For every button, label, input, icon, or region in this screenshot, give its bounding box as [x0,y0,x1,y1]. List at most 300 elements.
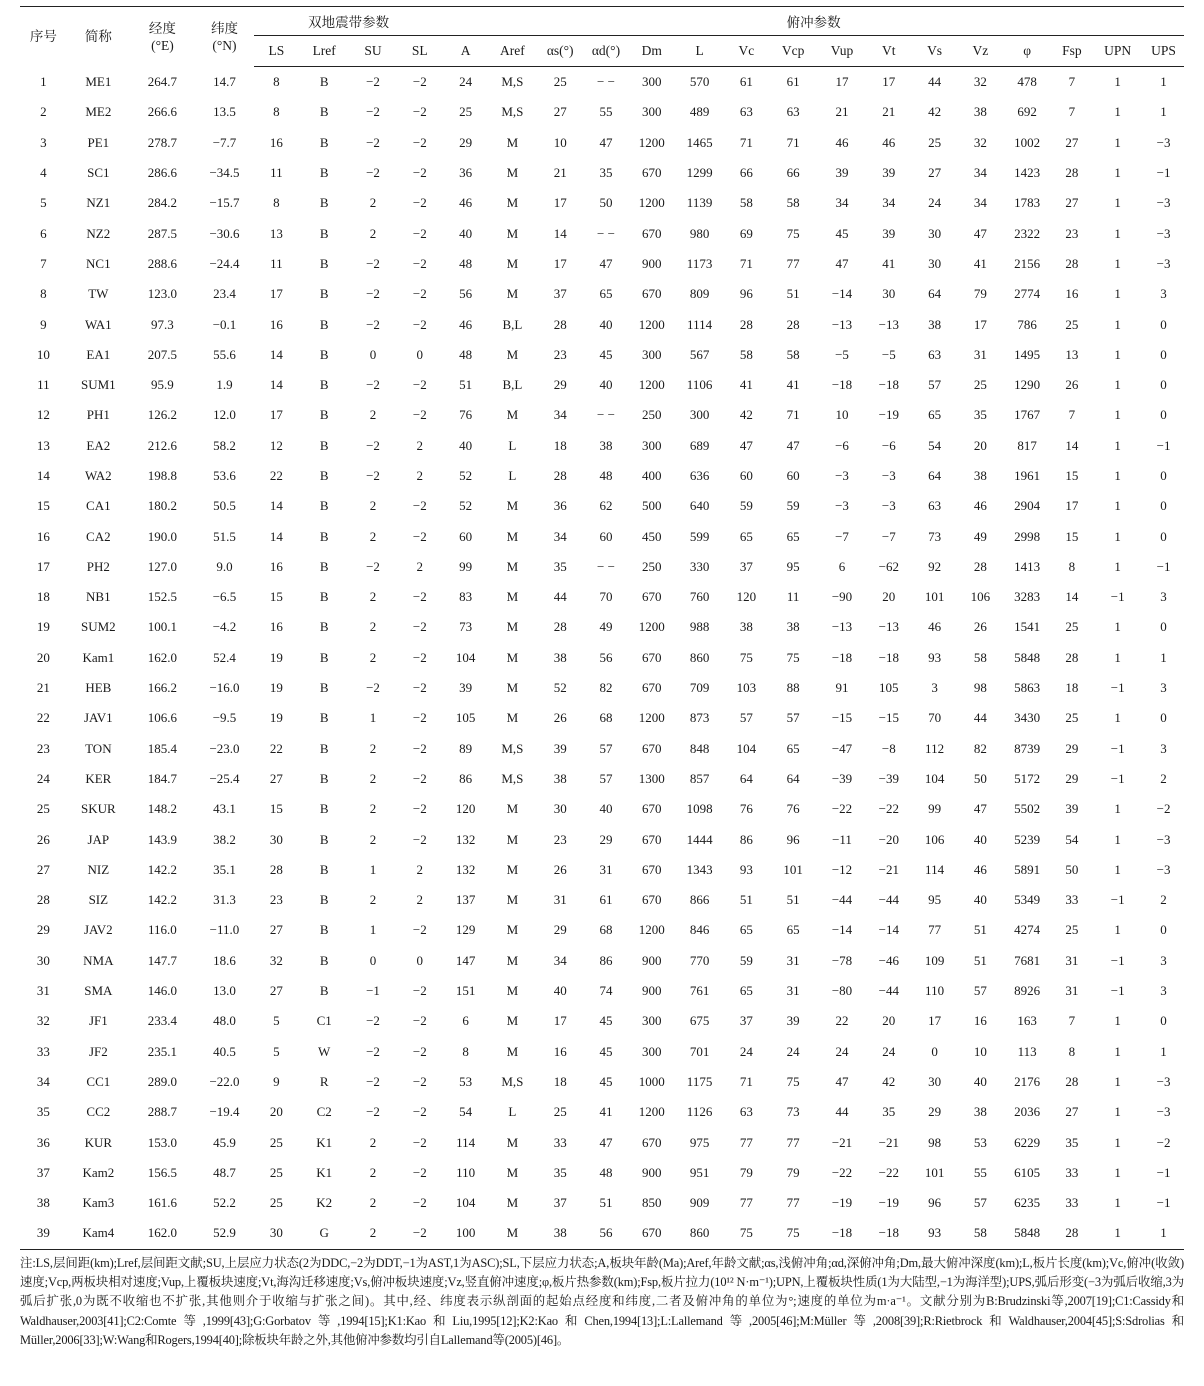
table-cell: 22 [269,468,283,483]
table-cell: 1 [369,922,377,938]
table-cell: SMA [84,983,113,999]
table-cell: 2156 [1014,255,1041,271]
header-lon-label: 经度 [148,20,176,36]
table-cell: K1 [316,1134,333,1150]
table-cell: −1 [1156,165,1171,181]
table-cell: −2 [1156,801,1171,817]
table-cell: 42 [739,407,753,423]
table-cell: 33 [1065,1164,1079,1180]
table-cell: Kam1 [82,649,115,665]
table-cell: 1 [1114,346,1121,362]
table-cell: 38 [553,649,567,665]
table-cell: NIZ [87,861,110,877]
table-cell: 23.4 [213,286,236,302]
table-cell: 7 [40,255,47,271]
table-cell: 41 [599,1104,613,1120]
table-cell: 53.6 [213,468,236,483]
table-cell: 47 [973,225,987,241]
table-cell: SKUR [80,801,116,817]
table-cell: 16 [36,528,50,544]
table-cell: 44 [553,589,567,605]
table-cell: 31 [36,983,50,999]
table-cell: 24 [36,770,50,786]
table-cell: 19 [36,619,50,635]
table-cell: 58 [739,346,753,362]
header-dm: Dm [628,36,675,67]
table-cell: 48 [599,1164,613,1180]
table-cell: 17 [973,316,987,332]
table-cell: −12 [831,861,853,877]
table-cell: 17 [882,74,896,90]
table-cell: 1 [1114,1225,1121,1241]
table-cell: 1 [369,861,377,877]
table-cell: B [319,619,329,635]
table-cell: 11 [37,377,50,393]
table-cell: 46 [973,498,987,514]
table-row [20,67,1184,98]
table-cell: 860 [689,649,710,665]
table-cell: 24 [882,1043,896,1059]
table-cell: 1 [1114,74,1121,90]
table-cell: −2 [366,437,380,453]
table-row [20,703,1184,733]
table-cell: CA1 [86,498,111,514]
table-cell: 2 [369,498,377,514]
table-cell: 95 [928,892,942,908]
table-cell: 64 [928,468,942,483]
table-cell: 288.7 [147,1104,178,1120]
table-cell: 25 [1065,710,1079,726]
table-cell: 38 [973,104,987,120]
table-cell: K2 [316,1195,333,1211]
table-cell: −7 [881,528,896,544]
table-cell: 5 [273,1013,280,1029]
table-cell: 8 [462,1043,469,1059]
table-cell: 21 [882,104,896,120]
table-cell: 13 [269,225,283,241]
table-cell: 1114 [687,316,713,332]
table-cell: 23 [269,892,283,908]
table-cell: 184.7 [147,770,178,786]
table-cell: 61 [739,74,753,90]
table-cell: 709 [689,680,710,696]
table-cell: −2 [412,801,427,817]
table-cell: 39 [553,740,567,756]
table-cell: 1 [1114,1134,1121,1150]
table-cell: M [506,498,519,514]
table-cell: 3 [40,134,47,150]
table-cell: JAV1 [84,710,113,726]
table-cell: 1200 [638,922,665,938]
table-cell: 17 [553,195,567,211]
table-cell: −47 [831,740,853,756]
table-cell: 2 [416,468,424,483]
table-cell: 5172 [1014,770,1041,786]
table-cell: 300 [642,1013,662,1029]
table-cell: 2 [369,649,377,665]
table-cell: 1495 [1014,346,1041,362]
table-cell: 489 [689,104,710,120]
table-cell: −44 [831,892,853,908]
table-cell: 71 [739,1073,753,1089]
table-row [20,855,1184,885]
table-cell: 2904 [1014,498,1041,514]
table-cell: 51 [786,286,800,302]
table-cell: B [319,437,329,453]
table-cell: 110 [456,1164,476,1180]
table-cell: −13 [878,619,899,635]
table-cell: 4 [40,165,47,181]
table-cell: 640 [689,498,710,514]
table-cell: 77 [928,922,942,938]
table-cell: 8739 [1014,740,1041,756]
table-cell: −22.0 [209,1073,240,1089]
table-cell: C1 [316,1013,332,1029]
table-cell: 129 [455,922,476,938]
table-cell: 14 [553,225,567,241]
table-cell: 670 [642,1134,662,1150]
table-cell: −2 [366,1073,380,1089]
table-cell: 2 [369,528,377,544]
table-cell: 42 [928,104,942,120]
table-row [20,461,1184,491]
table-cell: 93 [928,649,942,665]
table-cell: M [506,255,519,271]
table-cell: −9.5 [212,710,237,726]
table-cell: 37 [739,1013,753,1029]
table-cell: 7 [1068,407,1076,423]
table-cell: 1.9 [216,377,233,393]
table-cell: 57 [599,740,613,756]
table-cell: 71 [739,255,753,271]
table-cell: −15 [831,710,853,726]
table-cell: M [506,407,519,423]
table-cell: 1 [1114,619,1121,635]
table-cell: 156.5 [147,1164,178,1180]
table-cell: 1423 [1014,165,1041,181]
table-cell: 27 [553,104,567,120]
table-cell: PE1 [87,134,110,150]
table-cell: M [506,1164,519,1180]
table-cell: SUM1 [80,377,116,393]
table-cell: 6105 [1014,1164,1041,1180]
table-cell: 233.4 [147,1013,178,1029]
table-cell: 873 [689,710,710,726]
table-cell: 900 [642,255,662,271]
table-cell: 50.5 [213,498,236,514]
table-cell: M [506,680,519,696]
table-cell: 0 [369,952,377,968]
table-cell: 104 [455,1195,476,1211]
table-cell: 63 [928,498,942,514]
table-cell: 40 [973,892,987,908]
table-cell: −1 [1110,983,1125,999]
table-cell: 1 [1114,498,1121,514]
table-cell: 39 [882,225,896,241]
table-cell: M [506,619,519,635]
table-cell: −4.2 [212,619,237,635]
table-cell: 31 [1065,983,1079,999]
table-cell: 15 [269,801,283,817]
table-cell: 25 [459,104,473,120]
table-cell: 17 [928,1013,942,1029]
table-cell: 2 [416,558,424,574]
table-cell: 116.0 [148,922,177,938]
table-cell: 7 [1068,104,1076,120]
table-cell: −3 [881,468,896,483]
table-cell: 57 [973,1195,987,1211]
table-cell: 670 [642,165,662,181]
table-cell: 34 [882,195,896,211]
table-cell: 29 [459,134,473,150]
table-cell: B [319,649,329,665]
table-cell: 71 [786,134,800,150]
table-cell: 114 [925,861,945,877]
table-cell: 28 [36,892,50,908]
table-cell: −18 [831,649,853,665]
table-cell: 47 [786,437,800,453]
table-cell: 14 [1065,589,1079,605]
table-cell: −2 [366,74,380,90]
table-cell: 30 [553,801,567,817]
table-cell: CA2 [86,528,111,544]
table-cell: 45 [835,225,849,241]
table-cell: 47 [835,255,849,271]
table-cell: 18 [553,1073,567,1089]
table-row [20,188,1184,218]
table-cell: −2 [412,710,427,726]
table-cell: 53 [459,1073,473,1089]
table-cell: 2 [369,225,377,241]
table-cell: 55 [973,1164,987,1180]
table-cell: 51.5 [213,528,236,544]
table-cell: 32 [36,1013,50,1029]
header-lat-label: 纬度 [210,20,238,36]
table-row [20,521,1184,551]
table-cell: −3 [1156,225,1171,241]
table-cell: 146.0 [147,983,178,999]
table-cell: 450 [642,528,662,544]
table-cell: 100.1 [147,619,178,635]
table-cell: B [319,770,329,786]
table-cell: 988 [689,619,710,635]
table-cell: 670 [642,801,662,817]
table-cell: 0 [1160,377,1167,393]
table-cell: 14 [269,377,283,393]
table-cell: 76 [786,801,800,817]
table-row [20,309,1184,339]
table-cell: 88 [786,680,800,696]
table-cell: −30.6 [209,225,240,241]
table-cell: 20 [882,589,896,605]
table-cell: M [506,528,519,544]
table-row [20,946,1184,976]
table-cell: 113 [1017,1043,1037,1059]
table-cell: 670 [642,649,662,665]
header-alpha-d: αd(°) [584,36,629,67]
table-cell: 288.6 [147,255,178,271]
table-cell: 25 [973,377,987,393]
table-cell: 1 [1114,1043,1121,1059]
table-cell: 48 [459,346,473,362]
table-cell: 5349 [1014,892,1041,908]
table-cell: 16 [269,558,283,574]
table-cell: 104 [924,770,945,786]
table-cell: 1767 [1014,407,1041,423]
table-cell: 27 [269,983,283,999]
table-cell: 24 [786,1043,800,1059]
table-cell: −13 [831,316,853,332]
table-cell: JAV2 [84,922,113,938]
table-cell: 300 [642,1043,662,1059]
table-cell: 5848 [1014,1225,1041,1241]
table-cell: 761 [689,983,710,999]
table-cell: 31 [599,861,613,877]
table-cell: 52 [459,468,473,483]
table-cell: 235.1 [147,1043,178,1059]
table-cell: 77 [739,1134,753,1150]
table-cell: 34 [553,952,567,968]
table-cell: −2 [412,1043,427,1059]
table-row [20,915,1184,945]
table-cell: 8 [40,286,47,302]
table-row [20,218,1184,248]
table-cell: 60 [739,468,753,483]
table-row [20,764,1184,794]
table-cell: 7 [1068,74,1076,90]
header-abbr: 简称 [84,29,112,45]
table-cell: 63 [928,346,942,362]
table-cell: 28 [553,468,567,483]
table-cell: 58 [786,195,800,211]
table-cell: 35 [599,165,613,181]
table-cell: K1 [316,1164,333,1180]
header-sl: SL [396,36,443,67]
table-cell: PH1 [86,407,110,423]
table-cell: 114 [456,1134,476,1150]
table-cell: 817 [1017,437,1037,453]
table-cell: 28 [739,316,753,332]
table-cell: 5848 [1014,649,1041,665]
table-cell: M [506,195,519,211]
table-cell: 46 [928,619,942,635]
table-cell: ME1 [85,73,112,89]
table-cell: 951 [689,1164,710,1180]
table-cell: −13 [878,316,899,332]
table-cell: −6 [881,437,896,453]
table-row [20,1037,1184,1067]
table-cell: 48 [459,255,473,271]
table-cell: 152.5 [147,589,178,605]
table-cell: 1 [1114,1104,1121,1120]
table-cell: −25.4 [209,770,240,786]
table-cell: B [319,680,329,696]
table-cell: 286.6 [147,165,178,181]
table-cell: 65 [739,983,753,999]
table-cell: 29 [36,922,50,938]
table-row [20,128,1184,158]
table-cell: 1 [1114,922,1121,938]
table-cell: B [319,286,329,302]
table-cell: 52.9 [213,1225,236,1241]
table-cell: −8 [881,740,896,756]
table-cell: 32 [973,74,987,90]
table-cell: 0 [1160,407,1167,423]
table-cell: −2 [412,1164,427,1180]
table-cell: B [319,407,329,423]
table-cell: 0 [416,346,424,362]
table-cell: 40 [459,225,473,241]
table-cell: 38 [973,1104,987,1120]
table-cell: −18 [831,1225,853,1241]
table-cell: 20 [882,1013,896,1029]
table-row [20,158,1184,188]
table-cell: JF2 [88,1043,108,1059]
table-cell: 28 [553,619,567,635]
table-cell: −2 [412,983,427,999]
header-vz: Vz [958,36,1003,67]
table-cell: −18 [878,377,899,393]
header-vs: Vs [911,36,958,67]
table-cell: 2 [369,1134,377,1150]
table-cell: 19 [269,680,283,696]
table-cell: 1 [1114,255,1121,271]
table-cell: 19 [269,649,283,665]
table-cell: 1 [1114,377,1121,393]
table-cell: −3 [1156,1104,1171,1120]
table-cell: 866 [689,892,710,908]
table-cell: 2 [369,740,377,756]
table-cell: −20 [878,831,899,847]
table-cell: −2 [412,255,427,271]
table-cell: TW [88,286,109,302]
table-cell: 0 [1160,1013,1167,1029]
table-cell: M [506,1013,519,1029]
table-cell: −44 [878,892,899,908]
table-cell: 1 [1114,225,1121,241]
table-cell: −3 [1156,861,1171,877]
table-cell: 99 [928,801,942,817]
table-cell: 21 [36,680,50,696]
table-cell: −2 [412,1104,427,1120]
table-cell: 0 [1160,346,1167,362]
table-cell: 20 [973,437,987,453]
table-row [20,431,1184,461]
table-cell: 98 [928,1134,942,1150]
table-cell: 900 [642,952,662,968]
table-cell: −2 [412,1013,427,1029]
table-cell: 692 [1017,104,1037,120]
table-cell: TON [85,740,112,756]
table-cell: 2 [369,801,377,817]
table-cell: 289.0 [147,1073,178,1089]
table-cell: 6 [462,1013,469,1029]
table-cell: 760 [689,589,710,605]
table-cell: 19 [269,710,283,726]
table-cell: 670 [642,286,662,302]
table-cell: 101 [924,1164,945,1180]
table-cell: 104 [455,649,476,665]
table-cell: 25 [1065,922,1079,938]
table-cell: 45 [599,1043,613,1059]
table-cell: 161.6 [147,1195,178,1211]
table-cell: 701 [689,1043,710,1059]
table-cell: 0 [1160,498,1167,514]
table-cell: L [508,468,517,483]
table-cell: 25 [1065,316,1079,332]
table-cell: 900 [642,983,662,999]
table-cell: 39 [1065,801,1079,817]
